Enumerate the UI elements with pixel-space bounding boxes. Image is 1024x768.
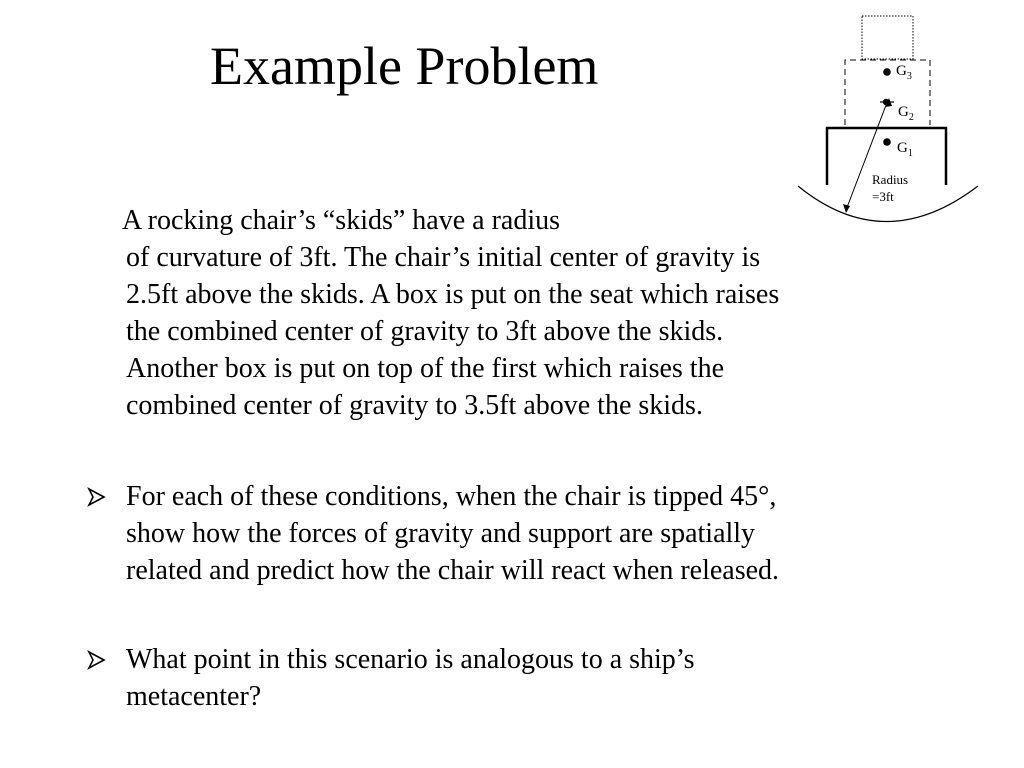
- g1-point: [883, 138, 891, 146]
- rocking-chair-diagram: [790, 10, 990, 230]
- g1-label: $G_1$: [897, 140, 913, 159]
- problem-statement: [122, 202, 956, 424]
- bullet-line: related and predict how the chair will react when released.: [126, 555, 780, 586]
- problem-line: 2.5ft above the skids. A box is put on the seat which raises: [126, 279, 780, 310]
- g2-point: [883, 99, 889, 105]
- slide-title: Example Problem: [210, 36, 599, 96]
- bullet-item-metacenter: [126, 641, 956, 715]
- radius-label-line1: Radius: [872, 172, 909, 187]
- arrowhead-bullet-icon: [86, 487, 106, 507]
- arrowhead-bullet-icon: [86, 650, 106, 670]
- problem-line: A rocking chair’s “skids” have a radius: [122, 205, 561, 236]
- g2-label: $G_2$: [898, 104, 914, 123]
- bullet-line: What point in this scenario is analogous to a ship’s: [126, 644, 695, 675]
- bullet-line: metacenter?: [126, 681, 262, 712]
- bullet-line: For each of these conditions, when the chair is tipped 45°,: [126, 481, 777, 512]
- radius-label-line2: =3ft: [872, 189, 894, 204]
- bullet-item-tipped-conditions: [126, 478, 956, 589]
- problem-line: combined center of gravity to 3.5ft above the skids.: [126, 390, 703, 421]
- g3-point: [883, 68, 891, 76]
- g3-label: $G_3$: [896, 63, 912, 82]
- problem-line: the combined center of gravity to 3ft above the skids.: [126, 316, 724, 347]
- problem-line: of curvature of 3ft. The chair’s initial center of gravity is: [126, 242, 761, 273]
- bullet-line: show how the forces of gravity and support are spatially: [126, 518, 756, 549]
- problem-line: Another box is put on top of the first which raises the: [126, 353, 725, 384]
- top-box-outline: [862, 16, 913, 59]
